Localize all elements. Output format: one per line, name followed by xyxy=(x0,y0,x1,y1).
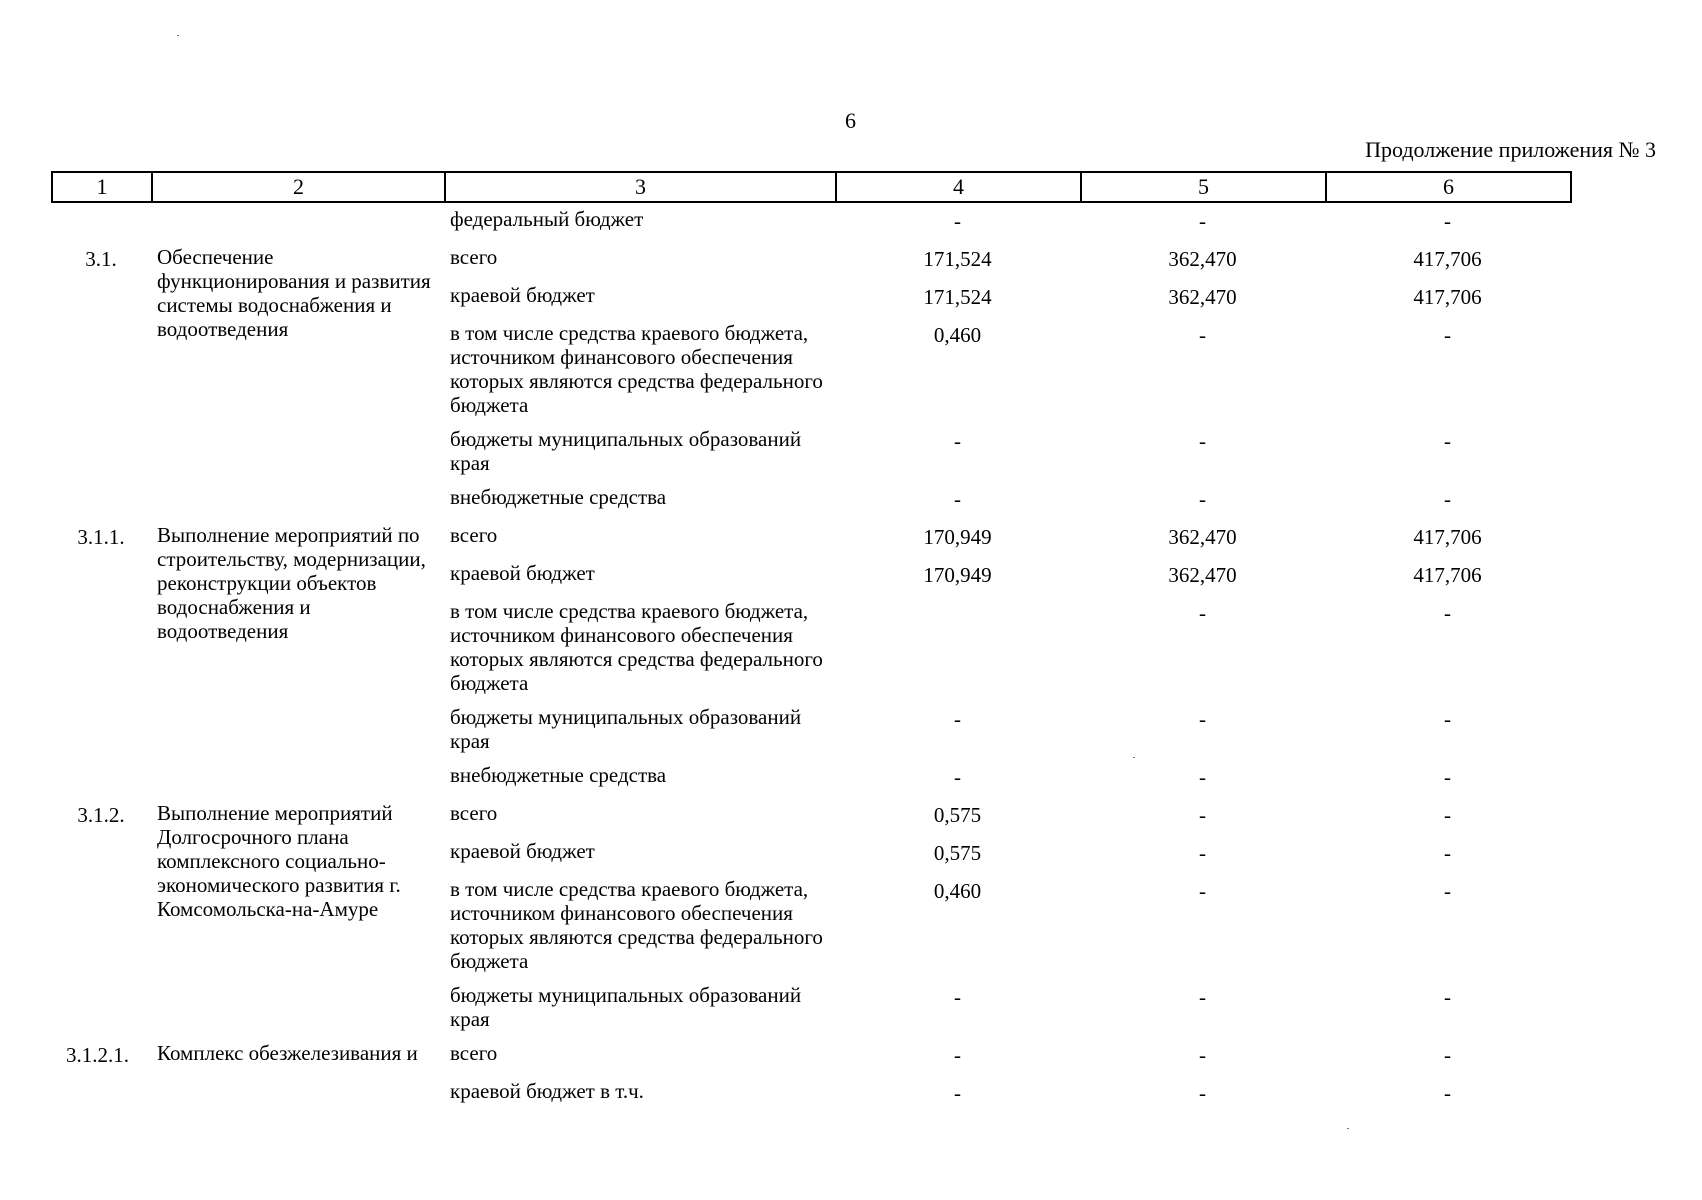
funding-source: всего xyxy=(450,523,498,547)
value-col-5: 362,470 xyxy=(1168,563,1237,587)
funding-source: в том числе средства краевого бюджета, источником финансового обеспечения которых являются средства федерального бюджета xyxy=(450,599,823,695)
header-col-4: 4 xyxy=(836,172,1081,202)
item-number: 3.1.2. xyxy=(77,803,125,827)
value-col-4: - xyxy=(954,765,961,789)
header-col-1: 1 xyxy=(52,172,152,202)
table-row xyxy=(51,245,1570,283)
value-col-5: - xyxy=(1199,601,1206,625)
scan-artifact xyxy=(177,35,179,36)
header-col-2: 2 xyxy=(152,172,445,202)
funding-source: всего xyxy=(450,1041,498,1065)
value-col-4: - xyxy=(954,209,961,233)
scan-artifact xyxy=(1347,1128,1349,1129)
value-col-5: - xyxy=(1199,487,1206,511)
value-col-4: - xyxy=(954,1043,961,1067)
value-col-5: - xyxy=(1199,803,1206,827)
value-col-5: - xyxy=(1199,1081,1206,1105)
funding-source: всего xyxy=(450,801,498,825)
value-col-5: 362,470 xyxy=(1168,285,1237,309)
value-col-5: - xyxy=(1199,985,1206,1009)
funding-source: в том числе средства краевого бюджета, источником финансового обеспечения которых являются средства федерального бюджета xyxy=(450,321,823,417)
value-col-5: - xyxy=(1199,765,1206,789)
funding-source: краевой бюджет xyxy=(450,839,595,863)
header-col-5: 5 xyxy=(1081,172,1326,202)
value-col-6: - xyxy=(1444,209,1451,233)
financing-table xyxy=(51,207,1570,1117)
value-col-6: 417,706 xyxy=(1413,247,1482,271)
value-col-4: 171,524 xyxy=(923,285,992,309)
funding-source: внебюджетные средства xyxy=(450,485,667,509)
item-name: Выполнение мероприятий по строительству, модернизации, реконструкции объектов водоснабжения и водоотведения xyxy=(157,523,426,643)
item-name: Обеспечение функционирования и развития системы водоснабжения и водоотведения xyxy=(157,245,431,341)
funding-source: краевой бюджет xyxy=(450,561,595,585)
item-number: 3.1. xyxy=(85,247,117,271)
value-col-4 xyxy=(835,599,1080,705)
funding-source: в том числе средства краевого бюджета, источником финансового обеспечения которых являются средства федерального бюджета xyxy=(450,877,823,973)
value-col-5: 362,470 xyxy=(1168,525,1237,549)
item-number: 3.1.2.1. xyxy=(66,1043,129,1067)
value-col-5: - xyxy=(1199,1043,1206,1067)
value-col-5: - xyxy=(1199,879,1206,903)
item-name: Выполнение мероприятий Долгосрочного плана комплексного социально-экономического развития г. Комсомольска-на-Амуре xyxy=(157,801,401,921)
value-col-6: - xyxy=(1444,879,1451,903)
value-col-5: 362,470 xyxy=(1168,247,1237,271)
value-col-6: 417,706 xyxy=(1413,563,1482,587)
item-number: 3.1.1. xyxy=(77,525,125,549)
value-col-4: - xyxy=(954,985,961,1009)
value-col-5: - xyxy=(1199,323,1206,347)
table-row xyxy=(51,207,1570,245)
column-number-header xyxy=(51,171,1572,203)
value-col-6: 417,706 xyxy=(1413,525,1482,549)
value-col-4: 0,575 xyxy=(933,841,982,865)
funding-source: бюджеты муниципальных образований края xyxy=(450,427,802,475)
value-col-4: - xyxy=(954,1081,961,1105)
value-col-5: - xyxy=(1199,429,1206,453)
page-number: 6 xyxy=(845,108,856,133)
value-col-4: 0,460 xyxy=(933,323,982,347)
value-col-6: - xyxy=(1444,601,1451,625)
table-row xyxy=(51,523,1570,561)
value-col-5: - xyxy=(1199,209,1206,233)
funding-source: всего xyxy=(450,245,498,269)
header-col-3: 3 xyxy=(445,172,836,202)
value-col-4: 0,460 xyxy=(933,879,982,903)
value-col-4: - xyxy=(954,487,961,511)
value-col-6: - xyxy=(1444,985,1451,1009)
value-col-6: - xyxy=(1444,487,1451,511)
funding-source: краевой бюджет в т.ч. xyxy=(450,1079,644,1103)
value-col-4: 171,524 xyxy=(923,247,992,271)
value-col-4: 0,575 xyxy=(933,803,982,827)
value-col-4: - xyxy=(954,429,961,453)
table-row xyxy=(51,801,1570,839)
value-col-6: - xyxy=(1444,1081,1451,1105)
value-col-6: 417,706 xyxy=(1413,285,1482,309)
value-col-5: - xyxy=(1199,707,1206,731)
table-row xyxy=(51,1041,1570,1079)
funding-source: внебюджетные средства xyxy=(450,763,667,787)
value-col-6: - xyxy=(1444,765,1451,789)
value-col-6: - xyxy=(1444,803,1451,827)
value-col-6: - xyxy=(1444,323,1451,347)
funding-source: бюджеты муниципальных образований края xyxy=(450,983,802,1031)
value-col-4: 170,949 xyxy=(923,525,992,549)
funding-source: федеральный бюджет xyxy=(450,207,644,231)
value-col-6: - xyxy=(1444,841,1451,865)
value-col-6: - xyxy=(1444,429,1451,453)
funding-source: бюджеты муниципальных образований края xyxy=(450,705,802,753)
value-col-6: - xyxy=(1444,707,1451,731)
appendix-continuation-note: Продолжение приложения № 3 xyxy=(1365,137,1656,162)
funding-source: краевой бюджет xyxy=(450,283,595,307)
value-col-4: - xyxy=(954,707,961,731)
item-name: Комплекс обезжелезивания и xyxy=(157,1041,418,1065)
value-col-5: - xyxy=(1199,841,1206,865)
value-col-6: - xyxy=(1444,1043,1451,1067)
header-col-6: 6 xyxy=(1326,172,1571,202)
value-col-4: 170,949 xyxy=(923,563,992,587)
